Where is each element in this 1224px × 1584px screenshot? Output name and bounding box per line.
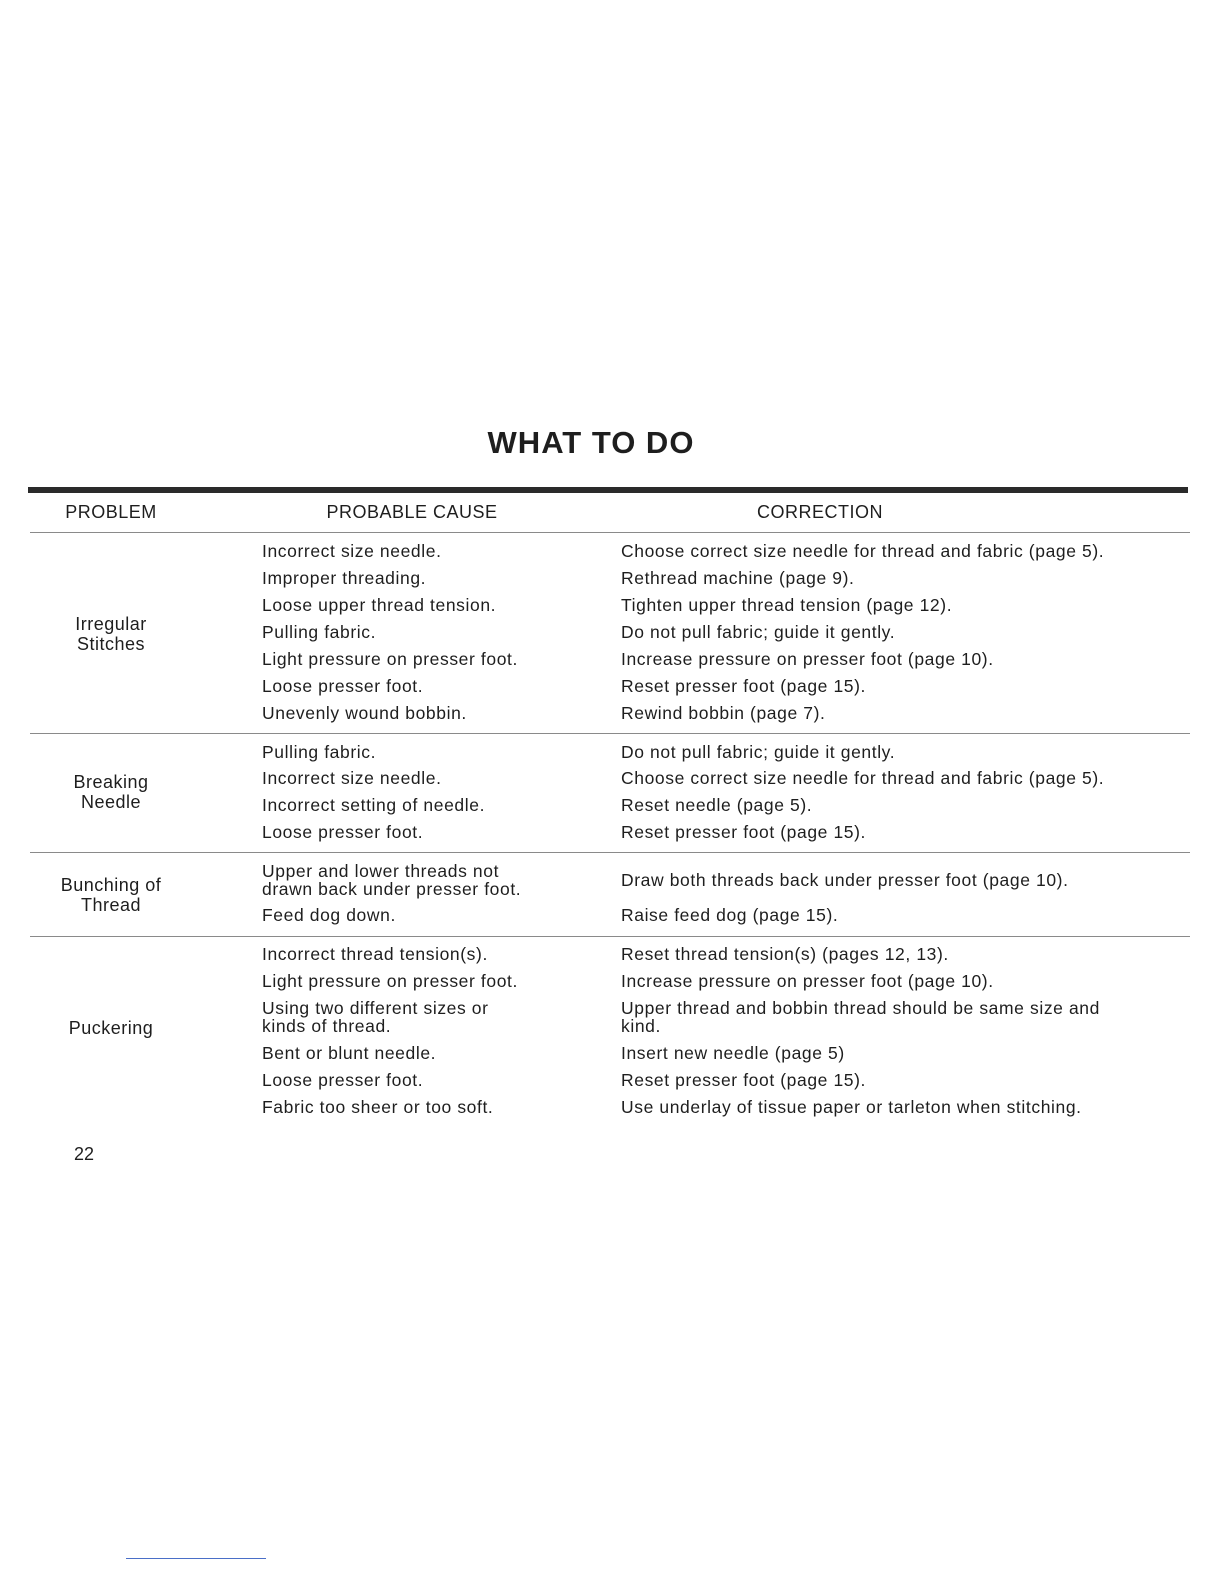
correction-cell: Reset needle (page 5). (621, 795, 813, 815)
problem-label: Puckering (68, 1018, 154, 1038)
correction-cell: Draw both threads back under presser foot (page 10). (621, 870, 1069, 890)
correction-cell: Rewind bobbin (page 7). (621, 703, 826, 723)
section-divider (30, 733, 1190, 734)
correction-cell: Reset presser foot (page 15). (621, 1070, 867, 1090)
column-header-problem: PROBLEM (65, 502, 157, 522)
cause-cell: Incorrect size needle. (262, 541, 442, 561)
problem-breaking-needle (30, 772, 192, 812)
correction-cell: Choose correct size needle for thread and fabric (page 5). (621, 541, 1105, 561)
cause-cell: Feed dog down. (262, 905, 396, 925)
cause-cell: Loose presser foot. (262, 676, 424, 696)
problem-label: Breaking Needle (73, 772, 149, 812)
correction-cell: Insert new needle (page 5) (621, 1043, 845, 1063)
cause-cell: Fabric too sheer or too soft. (262, 1097, 494, 1117)
section-divider (30, 936, 1190, 937)
cause-cell: Pulling fabric. (262, 742, 377, 762)
correction-cell: Do not pull fabric; guide it gently. (621, 622, 896, 642)
cause-cell: Pulling fabric. (262, 622, 377, 642)
correction-cell: Use underlay of tissue paper or tarleton when stitching. (621, 1097, 1082, 1117)
column-header-probable-cause: PROBABLE CAUSE (326, 502, 498, 522)
correction-cell: Upper thread and bobbin thread should be same size and kind. (621, 998, 1100, 1036)
footer-line (126, 1558, 266, 1559)
cause-cell: Loose presser foot. (262, 1070, 424, 1090)
problem-bunching-of-thread (30, 875, 192, 915)
column-header-correction: CORRECTION (757, 502, 883, 522)
correction-cell: Raise feed dog (page 15). (621, 905, 839, 925)
cause-cell: Incorrect size needle. (262, 768, 442, 788)
correction-cell: Reset thread tension(s) (pages 12, 13). (621, 944, 949, 964)
header-rule (28, 487, 1188, 493)
correction-cell: Increase pressure on presser foot (page 10). (621, 649, 994, 669)
problem-label: Bunching of Thread (60, 875, 162, 915)
cause-cell: Incorrect thread tension(s). (262, 944, 488, 964)
correction-cell: Do not pull fabric; guide it gently. (621, 742, 896, 762)
correction-cell: Increase pressure on presser foot (page 10). (621, 971, 994, 991)
problem-label: Irregular Stitches (75, 614, 147, 654)
correction-cell: Tighten upper thread tension (page 12). (621, 595, 953, 615)
correction-cell: Reset presser foot (page 15). (621, 676, 867, 696)
cause-cell: Light pressure on presser foot. (262, 649, 518, 669)
cause-cell: Improper threading. (262, 568, 427, 588)
correction-cell: Rethread machine (page 9). (621, 568, 855, 588)
cause-cell: Loose upper thread tension. (262, 595, 497, 615)
cause-cell: Incorrect setting of needle. (262, 795, 486, 815)
correction-cell: Reset presser foot (page 15). (621, 822, 867, 842)
correction-cell: Choose correct size needle for thread and fabric (page 5). (621, 768, 1105, 788)
cause-cell: Upper and lower threads not drawn back under presser foot. (262, 861, 522, 899)
cause-cell: Using two different sizes or kinds of thread. (262, 998, 489, 1036)
section-divider (30, 852, 1190, 853)
cause-cell: Unevenly wound bobbin. (262, 703, 467, 723)
page-number: 22 (74, 1144, 95, 1164)
page-title: WHAT TO DO (487, 425, 695, 460)
cause-cell: Bent or blunt needle. (262, 1043, 437, 1063)
cause-cell: Loose presser foot. (262, 822, 424, 842)
header-divider (30, 532, 1190, 533)
cause-cell: Light pressure on presser foot. (262, 971, 518, 991)
problem-puckering (30, 1018, 192, 1038)
problem-irregular-stitches (30, 614, 192, 654)
